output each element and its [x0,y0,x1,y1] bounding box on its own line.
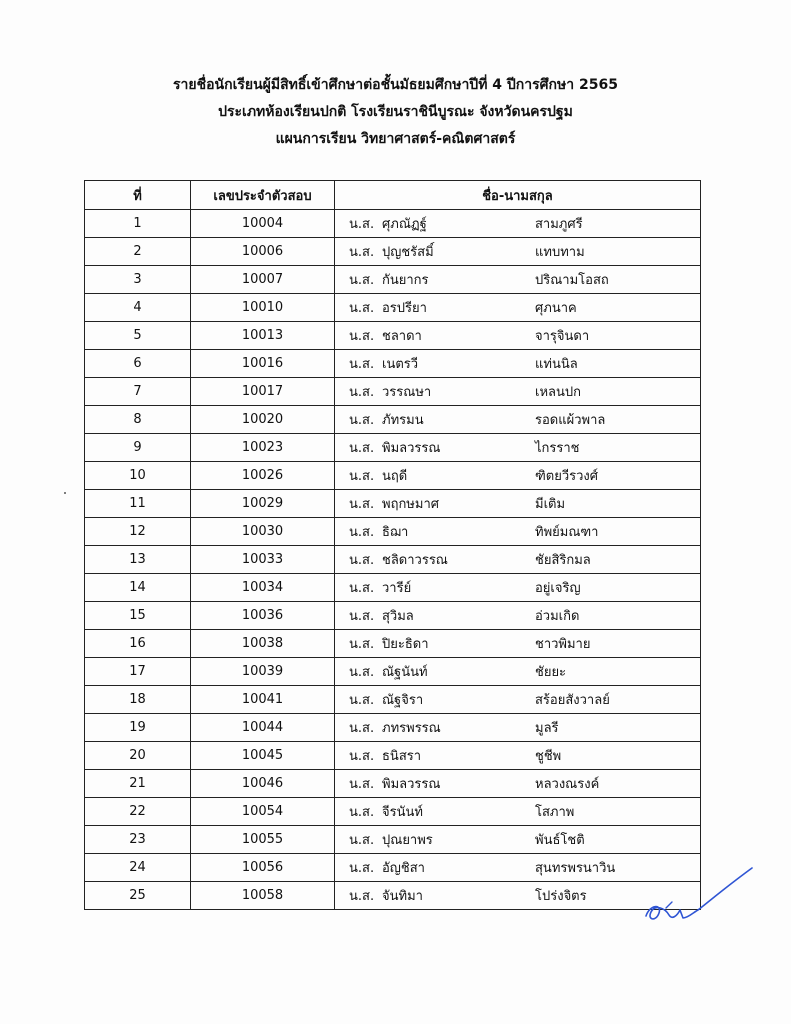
first-name: ภัทรมน [382,413,424,428]
student-name-cell [335,770,701,798]
student-table [84,180,701,910]
exam-id: 10007 [191,266,335,294]
row-number: 18 [85,686,191,714]
first-name: กันยากร [382,273,429,288]
last-name: โสภาพ [535,805,575,820]
last-name: ชัยยะ [535,665,567,680]
row-number: 16 [85,630,191,658]
row-number: 17 [85,658,191,686]
table-row [85,574,701,602]
student-name-cell [335,322,701,350]
signature-stroke [646,868,752,919]
name-prefix: น.ส. [349,693,375,708]
row-number: 6 [85,350,191,378]
last-name: ชาวพิมาย [535,637,591,652]
first-name: ชลิดาวรรณ [382,553,448,568]
name-prefix: น.ส. [349,245,375,260]
exam-id: 10004 [191,210,335,238]
exam-id: 10039 [191,658,335,686]
table-row [85,518,701,546]
name-prefix: น.ส. [349,749,375,764]
signature-image [636,858,756,930]
table-row [85,238,701,266]
student-name-cell [335,490,701,518]
name-prefix: น.ส. [349,553,375,568]
header-no: ที่ [85,181,191,210]
name-prefix: น.ส. [349,273,375,288]
student-name-cell [335,462,701,490]
table-row [85,854,701,882]
exam-id: 10056 [191,854,335,882]
last-name: สร้อยสังวาลย์ [535,693,610,708]
title-line-2: ประเภทห้องเรียนปกติ โรงเรียนราชินีบูรณะ จังหวัดนครปฐม [218,104,573,120]
last-name: เหลนปก [535,385,581,400]
student-name-cell [335,210,701,238]
table-row [85,210,701,238]
last-name: จารุจินดา [535,329,590,344]
exam-id: 10038 [191,630,335,658]
row-number: 24 [85,854,191,882]
first-name: ภทรพรรณ [382,721,441,736]
row-number: 14 [85,574,191,602]
last-name: พันธ์โชติ [535,833,585,848]
last-name: ชูชีพ [535,749,562,764]
table-row [85,546,701,574]
exam-id: 10034 [191,574,335,602]
table-row [85,798,701,826]
exam-id: 10010 [191,294,335,322]
first-name: อัญชิสา [382,861,425,876]
table-row [85,826,701,854]
name-prefix: น.ส. [349,385,375,400]
last-name: ฑิตยวีรวงศ์ [535,469,599,484]
exam-id: 10026 [191,462,335,490]
exam-id: 10044 [191,714,335,742]
name-prefix: น.ส. [349,777,375,792]
table-row [85,742,701,770]
table-row [85,322,701,350]
first-name: ปุณยาพร [382,833,433,848]
table-row [85,658,701,686]
table-row [85,434,701,462]
name-prefix: น.ส. [349,497,375,512]
exam-id: 10036 [191,602,335,630]
name-prefix: น.ส. [349,581,375,596]
student-name-cell [335,658,701,686]
table-row [85,770,701,798]
name-prefix: น.ส. [349,805,375,820]
row-number: 10 [85,462,191,490]
name-prefix: น.ส. [349,301,375,316]
name-prefix: น.ส. [349,861,375,876]
last-name: ชัยสิริกมล [535,553,591,568]
last-name: มีเติม [535,497,566,512]
student-name-cell [335,406,701,434]
first-name: ณัฐจิรา [382,693,424,708]
first-name: จีรนันท์ [382,805,423,820]
table-row [85,462,701,490]
first-name: ชลาดา [382,329,422,344]
table-row [85,602,701,630]
row-number: 12 [85,518,191,546]
row-number: 2 [85,238,191,266]
exam-id: 10054 [191,798,335,826]
name-prefix: น.ส. [349,329,375,344]
row-number: 8 [85,406,191,434]
first-name: ปิยะธิดา [382,637,429,652]
name-prefix: น.ส. [349,217,375,232]
row-number: 25 [85,882,191,910]
last-name: มูลรี [535,721,559,736]
row-number: 9 [85,434,191,462]
student-name-cell [335,630,701,658]
table-row [85,266,701,294]
student-name-cell [335,266,701,294]
name-prefix: น.ส. [349,637,375,652]
exam-id: 10033 [191,546,335,574]
name-prefix: น.ส. [349,525,375,540]
student-name-cell [335,518,701,546]
row-number: 7 [85,378,191,406]
header-exam-id: เลขประจำตัวสอบ [191,181,335,210]
name-prefix: น.ส. [349,441,375,456]
exam-id: 10029 [191,490,335,518]
name-prefix: น.ส. [349,665,375,680]
header-name: ชื่อ-นามสกุล [335,181,701,210]
first-name: วรรณษา [382,385,432,400]
row-number: 3 [85,266,191,294]
table-body [85,210,701,910]
last-name: ทิพย์มณฑา [535,525,599,540]
student-name-cell [335,294,701,322]
first-name: ธิฌา [382,525,409,540]
student-name-cell [335,574,701,602]
student-name-cell [335,798,701,826]
last-name: อ่วมเกิด [535,609,580,624]
exam-id: 10023 [191,434,335,462]
name-prefix: น.ส. [349,889,375,904]
document-title-block [0,72,791,153]
row-number: 19 [85,714,191,742]
header-row [85,181,701,210]
first-name: เนตรวี [382,357,419,372]
student-name-cell [335,350,701,378]
exam-id: 10006 [191,238,335,266]
student-name-cell [335,546,701,574]
exam-id: 10013 [191,322,335,350]
student-name-cell [335,434,701,462]
row-number: 20 [85,742,191,770]
row-number: 11 [85,490,191,518]
student-name-cell [335,714,701,742]
table-row [85,294,701,322]
last-name: ปริณามโอสถ [535,273,609,288]
last-name: ศุภนาค [535,301,577,316]
first-name: ปุญชรัสมิ์ [382,245,434,260]
student-name-cell [335,238,701,266]
exam-id: 10017 [191,378,335,406]
first-name: พิมลวรรณ [382,441,441,456]
row-number: 21 [85,770,191,798]
first-name: ณัฐนันท์ [382,665,428,680]
table-row [85,406,701,434]
table-row [85,714,701,742]
first-name: จันทิมา [382,889,423,904]
student-name-cell [335,686,701,714]
exam-id: 10046 [191,770,335,798]
row-number: 15 [85,602,191,630]
row-number: 23 [85,826,191,854]
row-number: 22 [85,798,191,826]
signature-tick [666,902,672,908]
last-name: ไกรราช [535,441,580,456]
name-prefix: น.ส. [349,357,375,372]
row-number: 1 [85,210,191,238]
table-row [85,686,701,714]
exam-id: 10041 [191,686,335,714]
last-name: อยู่เจริญ [535,581,581,596]
exam-id: 10020 [191,406,335,434]
student-name-cell [335,602,701,630]
row-number: 5 [85,322,191,350]
student-name-cell [335,826,701,854]
name-prefix: น.ส. [349,833,375,848]
scan-speck [64,492,66,494]
last-name: โปร่งจิตร [535,889,587,904]
first-name: พิมลวรรณ [382,777,441,792]
first-name: สุวิมล [382,609,414,624]
exam-id: 10030 [191,518,335,546]
last-name: แท่นนิล [535,357,578,372]
table-row [85,350,701,378]
table-header [85,181,701,210]
title-line-1: รายชื่อนักเรียนผู้มีสิทธิ์เข้าศึกษาต่อชั้นมัธยมศึกษาปีที่ 4 ปีการศึกษา 2565 [173,77,618,93]
first-name: ธนิสรา [382,749,422,764]
table-row [85,882,701,910]
table-row [85,490,701,518]
name-prefix: น.ส. [349,721,375,736]
name-prefix: น.ส. [349,469,375,484]
exam-id: 10016 [191,350,335,378]
row-number: 13 [85,546,191,574]
student-name-cell [335,378,701,406]
first-name: พฤกษมาศ [382,497,440,512]
row-number: 4 [85,294,191,322]
title-line-3: แผนการเรียน วิทยาศาสตร์-คณิตศาสตร์ [275,131,516,147]
first-name: นฤดี [382,469,408,484]
last-name: หลวงณรงค์ [535,777,600,792]
first-name: อรปรียา [382,301,427,316]
exam-id: 10058 [191,882,335,910]
name-prefix: น.ส. [349,609,375,624]
student-name-cell [335,742,701,770]
name-prefix: น.ส. [349,413,375,428]
exam-id: 10045 [191,742,335,770]
first-name: ศุภณัฏฐ์ [382,217,427,232]
first-name: วารีย์ [382,581,412,596]
exam-id: 10055 [191,826,335,854]
last-name: สามภูศรี [535,217,583,232]
last-name: รอดแผ้วพาล [535,413,606,428]
table-row [85,630,701,658]
last-name: แทบทาม [535,245,585,260]
table-row [85,378,701,406]
last-name: สุนทรพรนาวิน [535,861,616,876]
